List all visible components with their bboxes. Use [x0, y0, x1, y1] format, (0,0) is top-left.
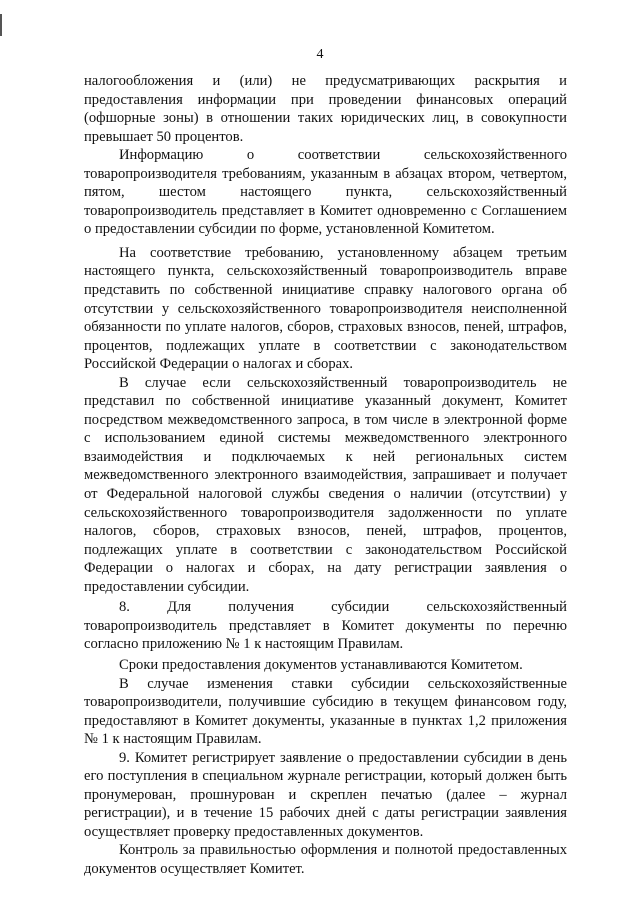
paragraph-rate-change: В случае изменения ставки субсидии сельскохозяйственные товаропроизводители, получившие субсидию в текущем финансовом году, предоставляют в Комитет документы, указанные в пунктах 1,2 приложения № 1 к настоящим Правилам.: [84, 675, 567, 748]
page-number: 4: [316, 47, 324, 62]
paragraph-tax-certificate: На соответствие требованию, установленному абзацем третьим настоящего пункта, сельскохозяйственный товаропроизводитель вправе представить по собственной инициативе справку налогового органа об отсутствии у сельскохозяйственного товаропроизводителя неисполненной обязанности по уплате налогов, сборов, страховых взносов, пеней, штрафов, процентов, подлежащих уплате в соответствии с законодательством Российской Федерации о налогах и сборах.: [84, 244, 567, 373]
paragraph-compliance-info: Информацию о соответствии сельскохозяйственного товаропроизводителя требованиям, указанным в абзацах втором, четвертом, пятом, шестом настоящего пункта, сельскохозяйственный товаропроизводитель представляет в Комитет одновременно с Соглашением о предоставлении субсидии по форме, установленной Комитетом.: [84, 147, 567, 238]
paragraph-clause-9: 9. Комитет регистрирует заявление о предоставлении субсидии в день его поступления в специальном журнале регистрации, который должен быть пронумерован, прошнурован и скреплен печатью (далее – журнал регистрации), и в течение 15 рабочих дней с даты регистрации заявления осуществляет проверку предоставленных документов.: [84, 749, 567, 840]
paragraph-clause-8: 8. Для получения субсидии сельскохозяйственный товаропроизводитель представляет в Комитет документы по перечню согласно приложению № 1 к настоящим Правилам.: [84, 599, 567, 653]
paragraph-control: Контроль за правильностью оформления и полнотой предоставленных документов осуществляет Комитет.: [84, 842, 567, 877]
paragraph-offshore-continuation: налогообложения и (или) не предусматривающих раскрытия и предоставления информации при проведении финансовых операций (офшорные зоны) в отношении таких юридических лиц, в совокупности превышает 50 процентов.: [84, 73, 567, 145]
scan-edge-mark: [0, 14, 2, 36]
paragraph-interagency-request: В случае если сельскохозяйственный товаропроизводитель не представил по собственной инициативе указанный документ, Комитет посредством межведомственного запроса, в том числе в электронной форме с использованием единой системы межведомственного электронного взаимодействия и подключаемых к ней региональных систем межведомственного электронного взаимодействия, запрашивает и получает от Федеральной налоговой службы сведения о наличии (отсутствии) у сельскохозяйственного товаропроизводителя задолженности по уплате налогов, сборов, страховых взносов, пеней, штрафов, процентов, подлежащих уплате в соответствии с законодательством Российской Федерации о налогах и сборах, на дату регистрации заявления о предоставлении субсидии.: [84, 374, 567, 595]
document-body: [84, 72, 567, 879]
paragraph-deadlines: Сроки предоставления документов устанавливаются Комитетом.: [119, 656, 523, 673]
